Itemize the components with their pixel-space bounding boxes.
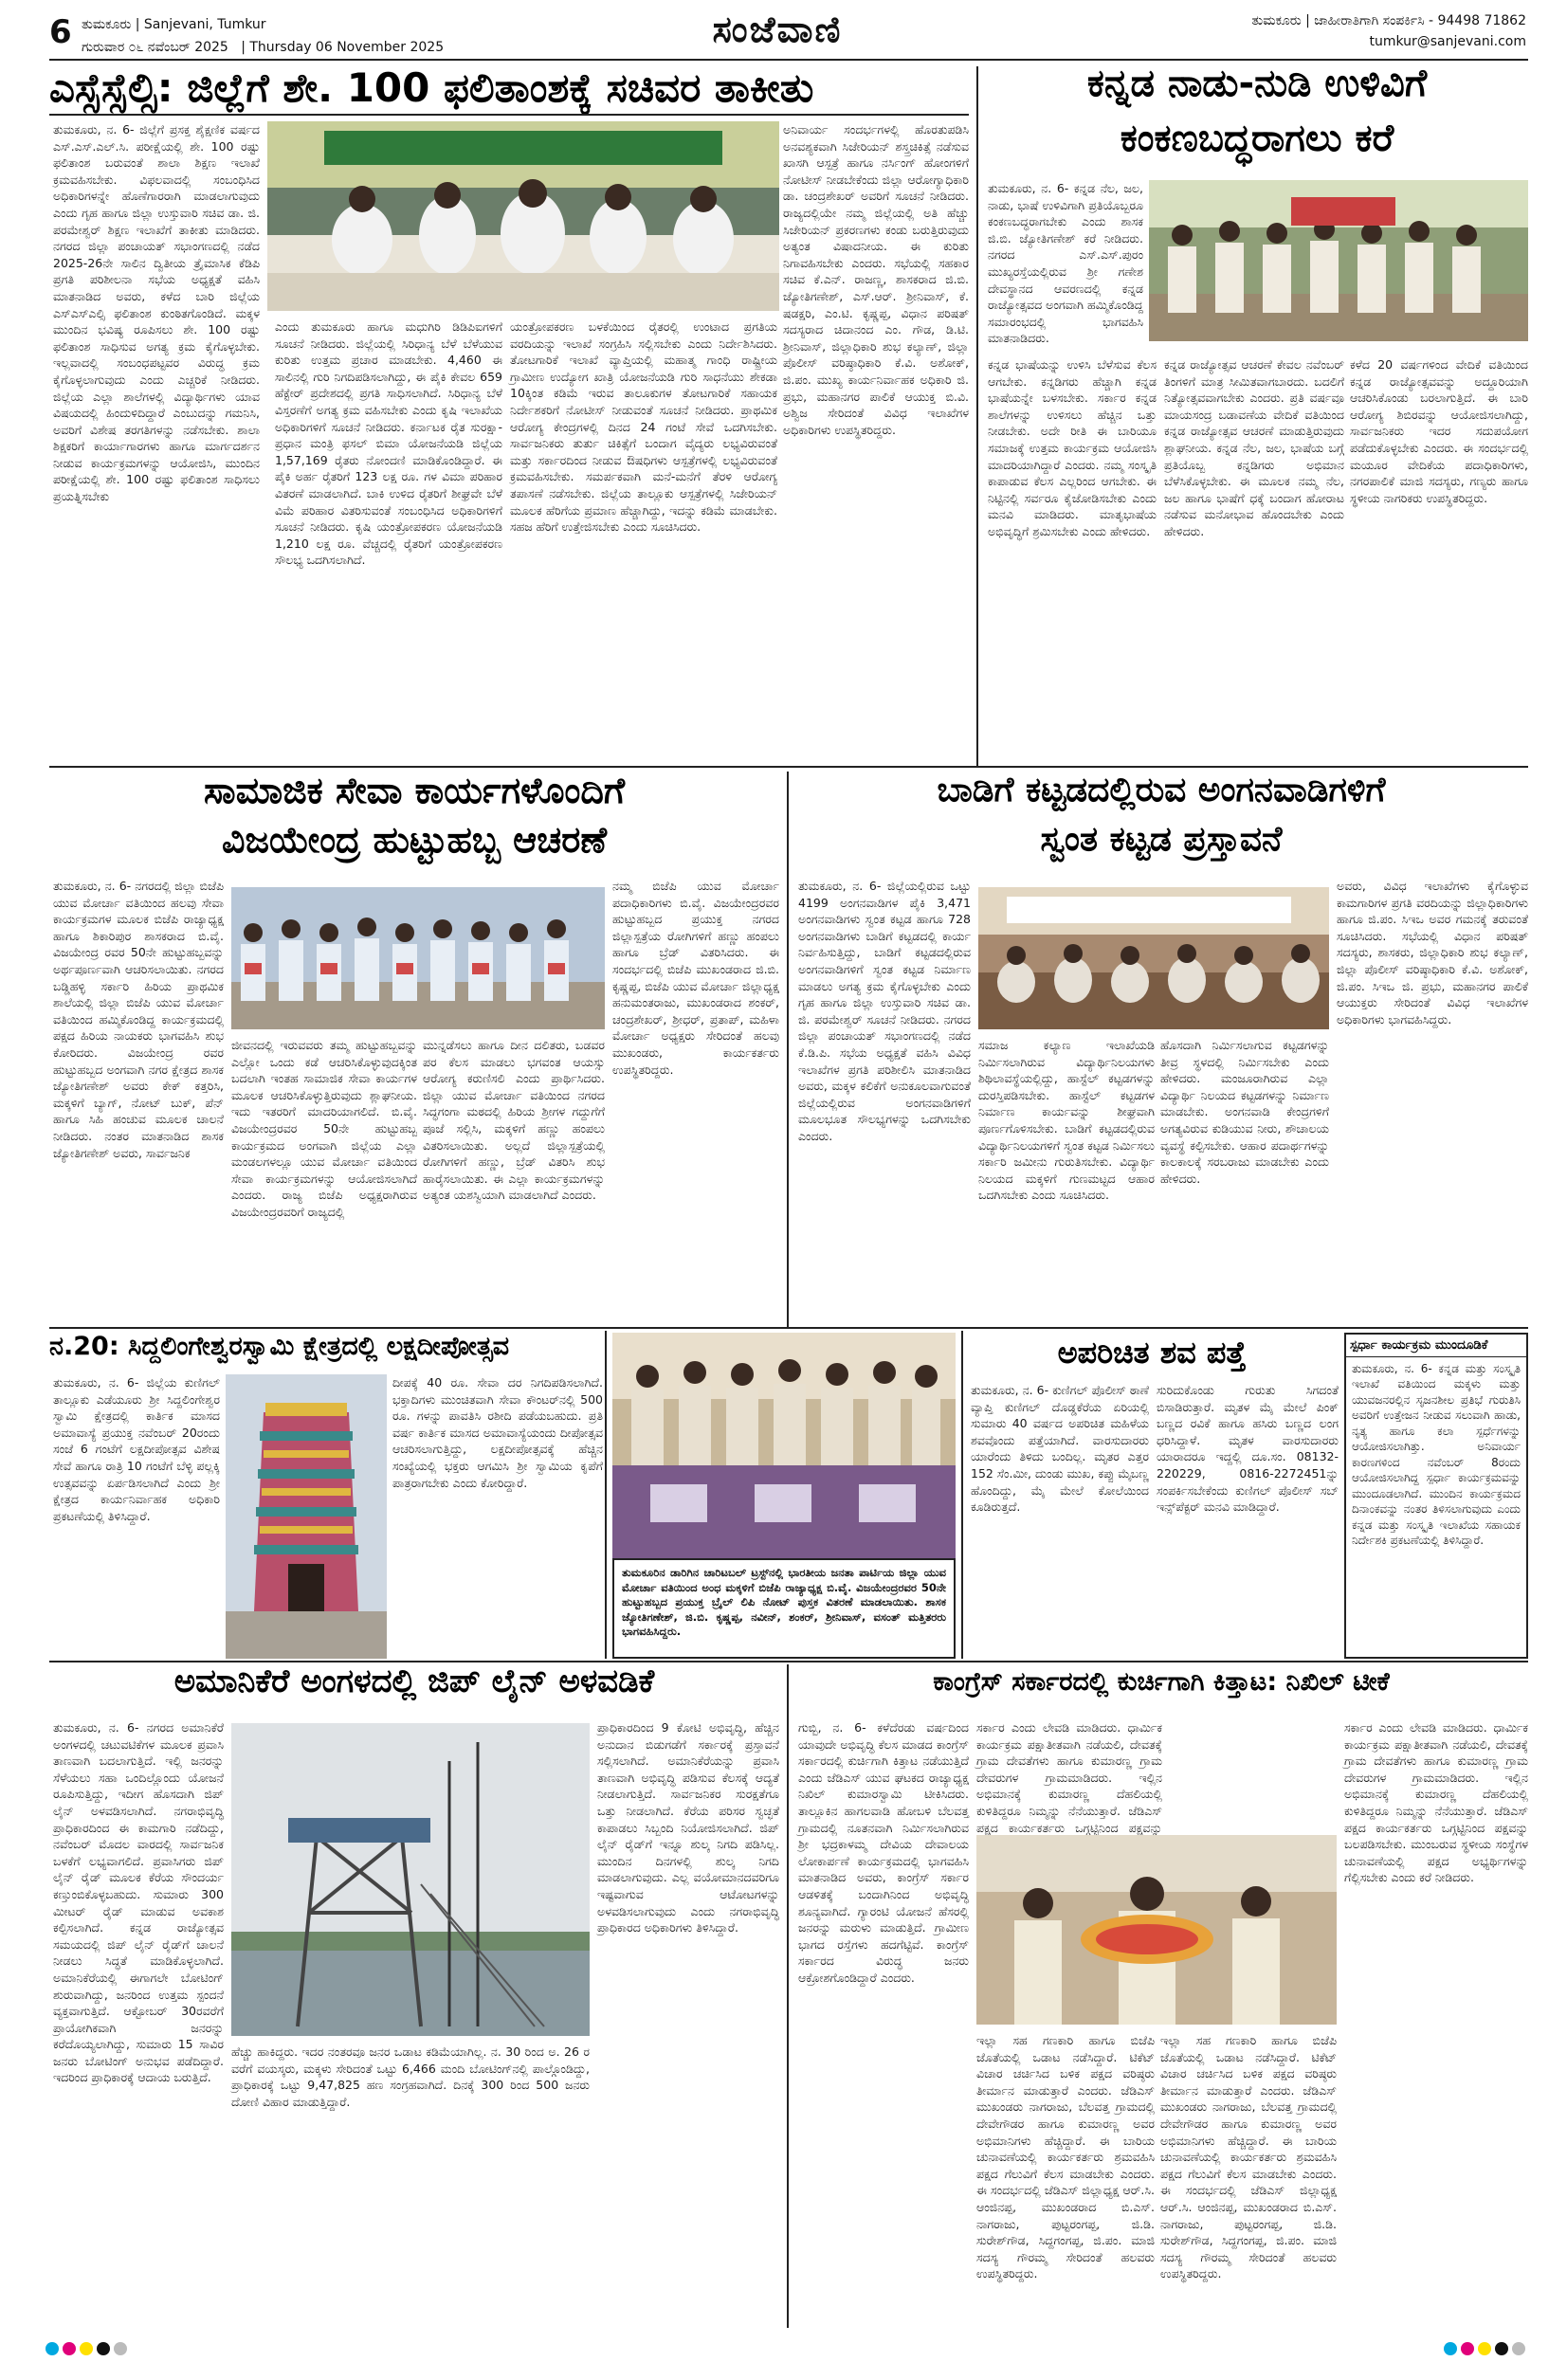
reg-dot-black <box>97 2342 110 2355</box>
competition-box <box>1344 1333 1528 1659</box>
header-date-line: ಗುರುವಾರ ೦೬ ನವೆಂಬರ್ 2025 | Thursday 06 November 2025 <box>82 40 445 55</box>
vijayendra-col-1: ತುಮಕೂರು, ನ. 6- ನಗರದಲ್ಲಿ ಜಿಲ್ಲಾ ಬಿಜೆಪಿ ಯುವ ಮೋರ್ಚಾ ವತಿಯಿಂದ ಹಲವು ಸೇವಾ ಕಾರ್ಯಕ್ರಮಗಳ ಮೂಲಕ ಬಿಜೆಪಿ ರಾಜ್ಯಾಧ್ಯಕ್ಷ ಹಾಗೂ ಶಿಕಾರಿಪುರ ಶಾಸಕರಾದ ಬಿ.ವೈ. ವಿಜಯೇಂದ್ರ ರವರ 50ನೇ ಹುಟ್ಟುಹಬ್ಬವನ್ನು ಅರ್ಥಪೂರ್ಣವಾಗಿ ಆಚರಿಸಲಾಯಿತು. ನಗರದ ಬಡ್ಡಿಹಳ್ಳಿ ಸರ್ಕಾರಿ ಹಿರಿಯ ಪ್ರಾಥಮಿಕ ಶಾಲೆಯಲ್ಲಿ ಜಿಲ್ಲಾ ಬಿಜೆಪಿ ಯುವ ಮೋರ್ಚಾ ವತಿಯಿಂದ ಹಮ್ಮಿಕೊಂಡಿದ್ದ ಕಾರ್ಯಕ್ರಮದಲ್ಲಿ ಪಕ್ಷದ ಹಿರಿಯ ನಾಯಕರು ಭಾಗವಹಿಸಿ ಶುಭ ಕೋರಿದರು. ವಿಜಯೇಂದ್ರ ರವರ ಹುಟ್ಟುಹಬ್ಬದ ಅಂಗವಾಗಿ ನಗರ ಕ್ಷೇತ್ರದ ಶಾಸಕ ಜ್ಯೋತಿಗಣೇಶ್ ಅವರು ಕೇಕ್ ಕತ್ತರಿಸಿ, ಮಕ್ಕಳಿಗೆ ಬ್ಯಾಗ್, ನೋಟ್ ಬುಕ್, ಪೆನ್ ಹಾಗೂ ಸಿಹಿ ಹಂಚುವ ಮೂಲಕ ಚಾಲನೆ ನೀಡಿದರು. ನಂತರ ಮಾತನಾಡಿದ ಶಾಸಕ ಜ್ಯೋತಿಗಣೇಶ್ ಅವರು, ಸಾರ್ವಜನಿಕ <box>53 879 224 1160</box>
nikhil-col-5: ಇಲ್ಲಾ ಸಹ ಗಣಕಾರಿ ಹಾಗೂ ಬಿಜೆಪಿ ಜೊತೆಯಲ್ಲಿ ಒಡಾಟ ನಡೆಸಿದ್ದಾರೆ. ಟಿಕೆಟ್ ವಿಚಾರ ಚರ್ಚಿಸಿದ ಬಳಿಕ ಪಕ್ಷದ ವರಿಷ್ಠರು ತೀರ್ಮಾನ ಮಾಡುತ್ತಾರೆ ಎಂದರು. ಜೆಡಿಎಸ್ ಮುಖಂಡರು ನಾಗರಾಜು, ಬೆಲವತ್ತ ಗ್ರಾಮದಲ್ಲಿ ದೇವೇಗೌಡರ ಹಾಗೂ ಕುಮಾರಣ್ಣ ಅವರ ಅಭಿಮಾನಿಗಳು ಹೆಚ್ಚಿದ್ದಾರೆ. ಈ ಬಾರಿಯ ಚುನಾವಣೆಯಲ್ಲಿ ಕಾರ್ಯಕರ್ತರು ಶ್ರಮವಹಿಸಿ ಪಕ್ಷದ ಗೆಲುವಿಗೆ ಕೆಲಸ ಮಾಡಬೇಕು ಎಂದರು. ಈ ಸಂದರ್ಭದಲ್ಲಿ ಜೆಡಿಎಸ್ ಜಿಲ್ಲಾಧ್ಯಕ್ಷ ಆರ್.ಸಿ. ಆಂಜಿನಪ್ಪ, ಮುಖಂಡರಾದ ಬಿ.ಎಸ್. ನಾಗರಾಜು, ಪುಟ್ಟರಂಗಪ್ಪ, ಜಿ.ಡಿ. ಸುರೇಶ್‌ಗೌಡ, ಸಿದ್ದಗಂಗಪ್ಪ, ಜಿ.ಪಂ. ಮಾಜಿ ಸದಸ್ಯ ಗೌರಮ್ಮ ಸೇರಿದಂತೆ ಹಲವರು ಉಪಸ್ಥಿತರಿದ್ದರು. <box>1160 2033 1337 2281</box>
competition-headline: ಸ್ಪರ್ಧಾ ಕಾರ್ಯಕ್ರಮ ಮುಂದೂಡಿಕೆ <box>1346 1335 1526 1357</box>
unknown-body-col-1: ತುಮಕೂರು, ನ. 6- ಕುಣಿಗಲ್ ಪೊಲೀಸ್ ಠಾಣೆ ವ್ಯಾಪ್ತಿ ಕುಣಿಗಲ್ ದೊಡ್ಡಕೆರೆಯ ಏರಿಯಲ್ಲಿ ಸುಮಾರು 40 ವರ್ಷದ ಅಪರಿಚಿತ ಮಹಿಳೆಯ ಶವವೊಂದು ಪತ್ತೆಯಾಗಿದೆ. ವಾರಸುದಾರರು ಯಾರೆಂದು ತಿಳಿದು ಬಂದಿಲ್ಲ. ಮೃತರ ಎತ್ತರ 152 ಸೆಂ.ಮೀ, ದುಂಡು ಮುಖ, ಕಪ್ಪು ಮೈಬಣ್ಣ ಹೊಂದಿದ್ದು, ಮೈ ಮೇಲೆ ಕೋಲೆಯಿಂದ ಕೂಡಿರುತ್ತದೆ. <box>971 1383 1149 1515</box>
vijayendra-children-photo <box>231 887 605 1029</box>
kannada-event-photo <box>1149 180 1528 341</box>
column-rule <box>787 1664 789 2328</box>
unknown-body-col-2: ಸುರಿದುಕೊಂಡು ಗುರುತು ಸಿಗದಂತೆ ಬಿಸಾಡಿರುತ್ತಾರೆ. ಮೃತಳ ಮೈ ಮೇಲೆ ಪಿಂಕ್ ಬಣ್ಣದ ರವಿಕೆ ಹಾಗೂ ಹಸಿರು ಬಣ್ಣದ ಲಂಗ ಧರಿಸಿದ್ದಾಳೆ. ಮೃತಳ ವಾರಸುದಾರರು ಯಾರಾದರೂ ಇದ್ದಲ್ಲಿ ದೂ.ಸಂ. 08132-220229, 0816-2272451ನ್ನು ಸಂಪರ್ಕಿಸಬೇಕೆಂದು ಕುಣಿಗಲ್ ಪೊಲೀಸ್ ಸಬ್ ಇನ್ಸ್‌ಪೆಕ್ಟರ್ ಮನವಿ ಮಾಡಿದ್ದಾರೆ. <box>1157 1383 1339 1515</box>
nikhil-col-3: ಇಲ್ಲಾ ಸಹ ಗಣಕಾರಿ ಹಾಗೂ ಬಿಜೆಪಿ ಜೊತೆಯಲ್ಲಿ ಒಡಾಟ ನಡೆಸಿದ್ದಾರೆ. ಟಿಕೆಟ್ ವಿಚಾರ ಚರ್ಚಿಸಿದ ಬಳಿಕ ಪಕ್ಷದ ವರಿಷ್ಠರು ತೀರ್ಮಾನ ಮಾಡುತ್ತಾರೆ ಎಂದರು. ಜೆಡಿಎಸ್ ಮುಖಂಡರು ನಾಗರಾಜು, ಬೆಲವತ್ತ ಗ್ರಾಮದಲ್ಲಿ ದೇವೇಗೌಡರ ಹಾಗೂ ಕುಮಾರಣ್ಣ ಅವರ ಅಭಿಮಾನಿಗಳು ಹೆಚ್ಚಿದ್ದಾರೆ. ಈ ಬಾರಿಯ ಚುನಾವಣೆಯಲ್ಲಿ ಕಾರ್ಯಕರ್ತರು ಶ್ರಮವಹಿಸಿ ಪಕ್ಷದ ಗೆಲುವಿಗೆ ಕೆಲಸ ಮಾಡಬೇಕು ಎಂದರು. ಈ ಸಂದರ್ಭದಲ್ಲಿ ಜೆಡಿಎಸ್ ಜಿಲ್ಲಾಧ್ಯಕ್ಷ ಆರ್.ಸಿ. ಆಂಜಿನಪ್ಪ, ಮುಖಂಡರಾದ ಬಿ.ಎಸ್. ನಾಗರಾಜು, ಪುಟ್ಟರಂಗಪ್ಪ, ಜಿ.ಡಿ. ಸುರೇಶ್‌ಗೌಡ, ಸಿದ್ದಗಂಗಪ್ಪ, ಜಿ.ಪಂ. ಮಾಜಿ ಸದಸ್ಯ ಗೌರಮ್ಮ ಸೇರಿದಂತೆ ಹಲವರು ಉಪಸ್ಥಿತರಿದ್ದರು. <box>976 2033 1155 2281</box>
anganwadi-col-1: ತುಮಕೂರು, ನ. 6- ಜಿಲ್ಲೆಯಲ್ಲಿರುವ ಒಟ್ಟು 4199 ಅಂಗನವಾಡಿಗಳ ಪೈಕಿ 3,471 ಅಂಗನವಾಡಿಗಳು ಸ್ವಂತ ಕಟ್ಟಡ ಹಾಗೂ 728 ಅಂಗನವಾಡಿಗಳು ಬಾಡಿಗೆ ಕಟ್ಟಡದಲ್ಲಿ ಕಾರ್ಯ ನಿರ್ವಹಿಸುತ್ತಿದ್ದು, ಬಾಡಿಗೆ ಕಟ್ಟಡದಲ್ಲಿರುವ ಅಂಗನವಾಡಿಗಳಿಗೆ ಸ್ವಂತ ಕಟ್ಟಡ ನಿರ್ಮಾಣ ಮಾಡಲು ಅಗತ್ಯ ಕ್ರಮ ಕೈಗೊಳ್ಳಬೇಕು ಎಂದು ಗೃಹ ಹಾಗೂ ಜಿಲ್ಲಾ ಉಸ್ತುವಾರಿ ಸಚಿವ ಡಾ. ಜಿ. ಪರಮೇಶ್ವರ್ ಸೂಚನೆ ನೀಡಿದರು. ನಗರದ ಜಿಲ್ಲಾ ಪಂಚಾಯತ್ ಸಭಾಂಗಣದಲ್ಲಿ ನಡೆದ ಕೆ.ಡಿ.ಪಿ. ಸಭೆಯ ಅಧ್ಯಕ್ಷತೆ ವಹಿಸಿ ವಿವಿಧ ಇಲಾಖೆಗಳ ಪ್ರಗತಿ ಪರಿಶೀಲಿಸಿ ಮಾತನಾಡಿದ ಅವರು, ಮಕ್ಕಳ ಕಲಿಕೆಗೆ ಅನುಕೂಲವಾಗುವಂತೆ ಜಿಲ್ಲೆಯಲ್ಲಿರುವ ಅಂಗನವಾಡಿಗಳಿಗೆ ಮೂಲಭೂತ ಸೌಲಭ್ಯಗಳನ್ನು ಒದಗಿಸಬೇಕು ಎಂದರು. <box>798 879 971 1143</box>
kannada-headline-1: ಕನ್ನಡ ನಾಡು-ನುಡಿ ಉಳಿವಿಗೆ <box>1086 62 1428 105</box>
masthead-logo: ಸಂಜೆವಾಣಿ <box>712 8 843 50</box>
braille-distribution-photo <box>612 1333 956 1558</box>
sslc-col-4: ಅನಿವಾರ್ಯ ಸಂದರ್ಭಗಳಲ್ಲಿ ಹೊರತುಪಡಿಸಿ ಅನವಶ್ಯಕವಾಗಿ ಸಿಜೇರಿಯನ್ ಶಸ್ತ್ರಚಿಕಿತ್ಸೆ ನಡೆಸುವ ಖಾಸಗಿ ಆಸ್ಪತ್ರೆ ಹಾಗೂ ನರ್ಸಿಂಗ್ ಹೋಂಗಳಿಗೆ ನೋಟೀಸ್ ನೀಡಬೇಕೆಂದು ಜಿಲ್ಲಾ ಆರೋಗ್ಯಾಧಿಕಾರಿ ಡಾ. ಚಂದ್ರಶೇಖರ್ ಅವರಿಗೆ ಸೂಚನೆ ನೀಡಿದರು. ರಾಜ್ಯದಲ್ಲಿಯೇ ನಮ್ಮ ಜಿಲ್ಲೆಯಲ್ಲಿ ಅತಿ ಹೆಚ್ಚು ಸಿಜೇರಿಯನ್ ಪ್ರಕರಣಗಳು ಕಂಡು ಬರುತ್ತಿರುವುದು ಅತ್ಯಂತ ವಿಷಾದನೀಯ. ಈ ಕುರಿತು ನಿಗಾವಹಿಸಬೇಕು ಎಂದರು. ಸಭೆಯಲ್ಲಿ ಸಹಕಾರ ಸಚಿವ ಕೆ.ಎನ್. ರಾಜಣ್ಣ, ಶಾಸಕರಾದ ಜಿ.ಬಿ. ಜ್ಯೋತಿಗಣೇಶ್, ಎಸ್.ಆರ್. ಶ್ರೀನಿವಾಸ್, ಕೆ. ಷಡಕ್ಷರಿ, ಎಂ.ಟಿ. ಕೃಷ್ಣಪ್ಪ, ವಿಧಾನ ಪರಿಷತ್ ಸದಸ್ಯರಾದ ಚಿದಾನಂದ ಎಂ. ಗೌಡ, ಡಿ.ಟಿ. ಶ್ರೀನಿವಾಸ್, ಜಿಲ್ಲಾಧಿಕಾರಿ ಶುಭ ಕಲ್ಯಾಣ್, ಜಿಲ್ಲಾ ಪೊಲೀಸ್ ವರಿಷ್ಠಾಧಿಕಾರಿ ಕೆ.ವಿ. ಅಶೋಕ್, ಜಿ.ಪಂ. ಮುಖ್ಯ ಕಾರ್ಯನಿರ್ವಾಹಕ ಅಧಿಕಾರಿ ಜಿ. ಪ್ರಭು, ಮಹಾನಗರ ಪಾಲಿಕೆ ಆಯುಕ್ತ ಬಿ.ವಿ. ಅಶ್ವಿಜ ಸೇರಿದಂತೆ ವಿವಿಧ ಇಲಾಖೆಗಳ ಅಧಿಕಾರಿಗಳು ಉಪಸ್ಥಿತರಿದ್ದರು. <box>783 122 969 437</box>
vijayendra-headline-1: ಸಾಮಾಜಿಕ ಸೇವಾ ಕಾರ್ಯಗಳೊಂದಿಗೆ <box>203 770 625 811</box>
nikhil-col-2: ಸರ್ಕಾರ ಎಂದು ಲೇವಡಿ ಮಾಡಿದರು. ಧಾರ್ಮಿಕ ಕಾರ್ಯಕ್ರಮ ಪಕ್ಷಾತೀತವಾಗಿ ನಡೆಯಲಿ, ದೇವತಕ್ಕೆ ಗ್ರಾಮ ದೇವತೆಗಳು ಹಾಗೂ ಕುಮಾರಣ್ಣ ಗ್ರಾಮ ದೇವರುಗಳ ಗ್ರಾಮಮಾಡಿದರು. ಇಲ್ಲಿನ ಅಭಿಮಾನಕ್ಕೆ ಕುಮಾರಣ್ಣ ದೆಹಲಿಯಲ್ಲಿ ಕುಳಿತಿದ್ದರೂ ನಿಮ್ಮನ್ನು ನೆನೆಯುತ್ತಾರೆ. ಜೆಡಿಎಸ್ ಪಕ್ಷದ ಕಾರ್ಯಕರ್ತರು ಒಗ್ಗಟ್ಟಿನಿಂದ ಪಕ್ಷವನ್ನು <box>976 1720 1162 1835</box>
anganwadi-headline-1: ಬಾಡಿಗೆ ಕಟ್ಟಡದಲ್ಲಿರುವ ಅಂಗನವಾಡಿಗಳಿಗೆ <box>937 771 1386 809</box>
print-registration-marks <box>46 2341 1529 2360</box>
kannada-col-3: ಕಳೆದ 20 ವರ್ಷಗಳಿಂದ ವೇದಿಕೆ ವತಿಯಿಂದ ಕನ್ನಡ ರಾಜ್ಯೋತ್ಸವವನ್ನು ಅದ್ದೂರಿಯಾಗಿ ಆಚರಿಸಿಕೊಂಡು ಬರಲಾಗುತ್ತಿದೆ. ಈ ಬಾರಿ ಆರೋಗ್ಯ ಶಿಬಿರವನ್ನು ಆಯೋಜಿಸಲಾಗಿದ್ದು, ಸಾರ್ವಜನಿಕರು ಇದರ ಸದುಪಯೋಗ ಪಡೆದುಕೊಳ್ಳಬೇಕು ಎಂದರು. ಈ ಸಂದರ್ಭದಲ್ಲಿ ಮಯೂರ ವೇದಿಕೆಯ ಪದಾಧಿಕಾರಿಗಳು, ನಗರಪಾಲಿಕೆ ಮಾಜಿ ಸದಸ್ಯರು, ಗಣ್ಯರು ಹಾಗೂ ಸ್ಥಳೀಯ ನಾಗರಿಕರು ಉಪಸ್ಥಿತರಿದ್ದರು. <box>1350 357 1528 505</box>
vijayendra-col-3: ಮುನ್ನಡೆಸಲು ಹಾಗೂ ದೀನ ದಲಿತರು, ಬಡವರ ಪರ ಕೆಲಸ ಮಾಡಲು ಭಗವಂತ ಆಯಸ್ಸು ಆರೋಗ್ಯ ಕರುಣಿಸಲಿ ಎಂದು ಪ್ರಾರ್ಥಿಸಿದರು. ಜಿಲ್ಲಾ ಯುವ ಮೋರ್ಚಾ ವತಿಯಿಂದ ನಗರದ ಸಿದ್ಧಗಂಗಾ ಮಠದಲ್ಲಿ ಹಿರಿಯ ಶ್ರೀಗಳ ಗದ್ದುಗೆಗೆ ಪೂಜೆ ಸಲ್ಲಿಸಿ, ಮಕ್ಕಳಿಗೆ ಹಣ್ಣು ಹಂಪಲು ವಿತರಿಸಲಾಯಿತು. ಅಲ್ಲದೆ ಜಿಲ್ಲಾಸ್ಪತ್ರೆಯಲ್ಲಿ ರೋಗಿಗಳಿಗೆ ಹಣ್ಣು, ಬ್ರೆಡ್ ವಿತರಿಸಿ ಶುಭ ಹಾರೈಸಲಾಯಿತು. ಈ ಎಲ್ಲಾ ಕಾರ್ಯಕ್ರಮಗಳನ್ನು ಅತ್ಯಂತ ಯಶಸ್ವಿಯಾಗಿ ಮಾಡಲಾಗಿದೆ ಎಂದರು. <box>423 1038 605 1203</box>
kannada-col-1: ಕನ್ನಡ ರಾಜ್ಯೋತ್ಸವ ಆಚರಣೆ ಕೇವಲ ನವೆಂಬರ್ ತಿಂಗಳಿಗೆ ಮಾತ್ರ ಸೀಮಿತವಾಗಬಾರದು. ಬದಲಿಗೆ ನಿತ್ಯೋತ್ಸವವಾಗಬೇಕು ಎಂದರು. ಪ್ರತಿ ವರ್ಷವೂ ಮಾಯಸಂದ್ರ ಬಡಾವಣೆಯ ವೇದಿಕೆ ವತಿಯಿಂದ ಕನ್ನಡ ರಾಜ್ಯೋತ್ಸವ ಆಚರಣೆ ಮಾಡುತ್ತಿರುವುದು ಶ್ಲಾಘನೀಯ. ಕನ್ನಡ ನೆಲ, ಜಲ, ಭಾಷೆಯ ಬಗ್ಗೆ ಪ್ರತಿಯೊಬ್ಬ ಕನ್ನಡಿಗರು ಅಭಿಮಾನ ಬೆಳೆಸಿಕೊಳ್ಳಬೇಕು. ಈ ಮೂಲಕ ನಮ್ಮ ನೆಲ, ಜಲ ಹಾಗೂ ಭಾಷೆಗೆ ಧಕ್ಕೆ ಬಂದಾಗ ಹೋರಾಟ ನಡೆಸುವ ಮನೋಭಾವ ಹೊಂದಬೇಕು ಎಂದು ಹೇಳಿದರು. <box>1164 357 1344 538</box>
header-left <box>49 13 580 57</box>
header-email[interactable]: tumkur@sanjevani.com <box>1369 34 1526 49</box>
anganwadi-col-3: ಹೊಸದಾಗಿ ನಿರ್ಮಿಸಲಾಗುವ ಕಟ್ಟಡಗಳನ್ನು ತೀವ್ರ ಸ್ಥಳದಲ್ಲಿ ನಿರ್ಮಿಸಬೇಕು ಎಂದು ಹೇಳಿದರು. ಮಂಜೂರಾಗಿರುವ ಎಲ್ಲಾ ವಿದ್ಯಾರ್ಥಿ ನಿಲಯದ ಕಟ್ಟಡಗಳನ್ನು ನಿರ್ಮಾಣ ಮಾಡಬೇಕು. ಅಂಗನವಾಡಿ ಕೇಂದ್ರಗಳಿಗೆ ಅಗತ್ಯವಿರುವ ಕುಡಿಯುವ ನೀರು, ಶೌಚಾಲಯ ವ್ಯವಸ್ಥೆ ಕಲ್ಪಿಸಬೇಕು. ಆಹಾರ ಪದಾರ್ಥಗಳನ್ನು ಕಾಲಕಾಲಕ್ಕೆ ಸರಬರಾಜು ಮಾಡಬೇಕು ಎಂದು ಹೇಳಿದರು. <box>1160 1038 1329 1186</box>
anganwadi-col-4: ಅವರು, ವಿವಿಧ ಇಲಾಖೆಗಳು ಕೈಗೊಳ್ಳುವ ಕಾಮಗಾರಿಗಳ ಪ್ರಗತಿ ವರದಿಯನ್ನು ಜಿಲ್ಲಾಧಿಕಾರಿಗಳು ಹಾಗೂ ಜಿ.ಪಂ. ಸಿಇಒ ಅವರ ಗಮನಕ್ಕೆ ತರುವಂತೆ ಸೂಚಿಸಿದರು. ಸಭೆಯಲ್ಲಿ ವಿಧಾನ ಪರಿಷತ್ ಸದಸ್ಯರು, ಶಾಸಕರು, ಜಿಲ್ಲಾಧಿಕಾರಿ ಶುಭ ಕಲ್ಯಾಣ್, ಜಿಲ್ಲಾ ಪೊಲೀಸ್ ವರಿಷ್ಠಾಧಿಕಾರಿ ಕೆ.ವಿ. ಅಶೋಕ್, ಜಿ.ಪಂ. ಸಿಇಒ ಜಿ. ಪ್ರಭು, ಮಹಾನಗರ ಪಾಲಿಕೆ ಆಯುಕ್ತರು ಸೇರಿದಂತೆ ವಿವಿಧ ಇಲಾಖೆಗಳ ಅಧಿಕಾರಿಗಳು ಭಾಗವಹಿಸಿದ್ದರು. <box>1337 879 1528 1026</box>
reg-dot-yellow <box>80 2342 93 2355</box>
header-edition-line: ತುಮಕೂರು | Sanjevani, Tumkur <box>82 17 266 32</box>
vijayendra-col-2: ಜೀವನದಲ್ಲಿ ಇರುವವರು ತಮ್ಮ ಹುಟ್ಟುಹಬ್ಬವನ್ನು ಎಲ್ಲೋ ಒಂದು ಕಡೆ ಆಚರಿಸಿಕೊಳ್ಳುವುದಕ್ಕಿಂತ ಬದಲಾಗಿ ಇಂತಹ ಸಾಮಾಜಿಕ ಸೇವಾ ಕಾರ್ಯಗಳ ಮೂಲಕ ಆಚರಿಸಿಕೊಳ್ಳುತ್ತಿರುವುದು ಶ್ಲಾಘನೀಯ. ಇದು ಇತರರಿಗೆ ಮಾದರಿಯಾಗಲಿದೆ. ಬಿ.ವೈ. ವಿಜಯೇಂದ್ರರವರ 50ನೇ ಹುಟ್ಟುಹಬ್ಬ ಕಾರ್ಯಕ್ರಮದ ಅಂಗವಾಗಿ ಜಿಲ್ಲೆಯ ಎಲ್ಲಾ ಮಂಡಲಗಳಲ್ಲೂ ಯುವ ಮೋರ್ಚಾ ವತಿಯಿಂದ ಸೇವಾ ಕಾರ್ಯಕ್ರಮಗಳನ್ನು ಆಯೋಜಿಸಲಾಗಿದೆ ಎಂದರು. ರಾಜ್ಯ ಬಿಜೆಪಿ ಅಧ್ಯಕ್ಷರಾಗಿರುವ ವಿಜಯೇಂದ್ರರವರಿಗೆ ರಾಜ್ಯದಲ್ಲಿ <box>231 1038 417 1219</box>
header-date-en: Thursday 06 November 2025 <box>249 40 445 55</box>
header-right <box>1147 13 1526 57</box>
column-rule <box>961 1331 963 1659</box>
zipline-col-3: ಪ್ರಾಧಿಕಾರದಿಂದ 9 ಕೋಟಿ ಅಭಿವೃದ್ಧಿ, ಹೆಚ್ಚಿನ ಅನುದಾನ ಬಿಡುಗಡೆಗೆ ಸರ್ಕಾರಕ್ಕೆ ಪ್ರಸ್ತಾವನೆ ಸಲ್ಲಿಸಲಾಗಿದೆ. ಅಮಾನಿಕೆರೆಯನ್ನು ಪ್ರವಾಸಿ ತಾಣವಾಗಿ ಅಭಿವೃದ್ಧಿ ಪಡಿಸುವ ಕೆಲಸಕ್ಕೆ ಆದ್ಯತೆ ನೀಡಲಾಗುತ್ತಿದೆ. ಸಾರ್ವಜನಿಕರ ಸುರಕ್ಷತೆಗೂ ಒತ್ತು ನೀಡಲಾಗಿದೆ. ಕೆರೆಯ ಪರಿಸರ ಸ್ವಚ್ಛತೆ ಕಾಪಾಡಲು ಸಿಬ್ಬಂದಿ ನಿಯೋಜಿಸಲಾಗಿದೆ. ಜಿಪ್ ಲೈನ್ ರೈಡ್‌ಗೆ ಇನ್ನೂ ಶುಲ್ಕ ನಿಗದಿ ಪಡಿಸಿಲ್ಲ. ಮುಂದಿನ ದಿನಗಳಲ್ಲಿ ಶುಲ್ಕ ನಿಗದಿ ಮಾಡಲಾಗುವುದು. ಎಲ್ಲ ವಯೋಮಾನದವರಿಗೂ ಇಷ್ಟವಾಗುವ ಆಟೋಟಗಳನ್ನು ಅಳವಡಿಸಲಾಗುವುದು ಎಂದು ನಗರಾಭಿವೃದ್ಧಿ ಪ್ರಾಧಿಕಾರದ ಅಧಿಕಾರಿಗಳು ತಿಳಿಸಿದ್ದಾರೆ. <box>597 1720 779 1935</box>
zipline-col-1: ತುಮಕೂರು, ನ. 6- ನಗರದ ಅಮಾನಿಕೆರೆ ಅಂಗಳದಲ್ಲಿ ಚಟುವಟಿಕೆಗಳ ಮೂಲಕ ಪ್ರವಾಸಿ ತಾಣವಾಗಿ ಬದಲಾಗುತ್ತಿದೆ. ಇಲ್ಲಿ ಜನರನ್ನು ಸೆಳೆಯಲು ಸಹಾ ಒಂದಿಲ್ಲೊಂದು ಯೋಜನೆ ರೂಪಿಸುತ್ತಿದ್ದು, ಇದೀಗ ಹೊಸದಾಗಿ ಜಿಪ್ ಲೈನ್ ಅಳವಡಿಸಲಾಗಿದೆ. ನಗರಾಭಿವೃದ್ಧಿ ಪ್ರಾಧಿಕಾರದಿಂದ ಈ ಕಾಮಗಾರಿ ನಡೆದಿದ್ದು, ನವೆಂಬರ್ ಮೊದಲ ವಾರದಲ್ಲಿ ಸಾರ್ವಜನಿಕ ಬಳಕೆಗೆ ಲಭ್ಯವಾಗಲಿದೆ. ಪ್ರವಾಸಿಗರು ಜಿಪ್ ಲೈನ್ ರೈಡ್ ಮೂಲಕ ಕೆರೆಯ ಸೌಂದರ್ಯ ಕಣ್ತುಂಬಿಕೊಳ್ಳಬಹುದು. ಸುಮಾರು 300 ಮೀಟರ್ ರೈಡ್ ಮಾಡುವ ಅವಕಾಶ ಕಲ್ಪಿಸಲಾಗಿದೆ. ಕನ್ನಡ ರಾಜ್ಯೋತ್ಸವ ಸಮಯದಲ್ಲಿ ಜಿಪ್ ಲೈನ್ ರೈಡ್‌ಗೆ ಚಾಲನೆ ನೀಡಲು ಸಿದ್ಧತೆ ಮಾಡಿಕೊಳ್ಳಲಾಗಿದೆ. ಅಮಾನಿಕೆರೆಯಲ್ಲಿ ಈಗಾಗಲೇ ಬೋಟಿಂಗ್ ಶುರುವಾಗಿದ್ದು, ಜನರಿಂದ ಉತ್ತಮ ಸ್ಪಂದನೆ ವ್ಯಕ್ತವಾಗುತ್ತಿದೆ. ಆಕ್ಟೋಬರ್ 30ರವರೆಗೆ ಪ್ರಾಯೋಗಿಕವಾಗಿ ಜನರನ್ನು ಕರೆದೊಯ್ಯಲಾಗಿದ್ದು, ಸುಮಾರು 15 ಸಾವಿರ ಜನರು ಬೋಟಿಂಗ್ ಅನುಭವ ಪಡೆದಿದ್ದಾರೆ. ಇದರಿಂದ ಪ್ರಾಧಿಕಾರಕ್ಕೆ ಆದಾಯ ಬರುತ್ತಿದೆ. <box>53 1720 224 2085</box>
temple-gopura-photo <box>226 1374 387 1659</box>
column-rule <box>605 1331 607 1659</box>
reg-dot-cyan <box>46 2342 59 2355</box>
nikhil-col-4: ಸರ್ಕಾರ ಎಂದು ಲೇವಡಿ ಮಾಡಿದರು. ಧಾರ್ಮಿಕ ಕಾರ್ಯಕ್ರಮ ಪಕ್ಷಾತೀತವಾಗಿ ನಡೆಯಲಿ, ದೇವತಕ್ಕೆ ಗ್ರಾಮ ದೇವತೆಗಳು ಹಾಗೂ ಕುಮಾರಣ್ಣ ಗ್ರಾಮ ದೇವರುಗಳ ಗ್ರಾಮಮಾಡಿದರು. ಇಲ್ಲಿನ ಅಭಿಮಾನಕ್ಕೆ ಕುಮಾರಣ್ಣ ದೆಹಲಿಯಲ್ಲಿ ಕುಳಿತಿದ್ದರೂ ನಿಮ್ಮನ್ನು ನೆನೆಯುತ್ತಾರೆ. ಜೆಡಿಎಸ್ ಪಕ್ಷದ ಕಾರ್ಯಕರ್ತರು ಒಗ್ಗಟ್ಟಿನಿಂದ ಪಕ್ಷವನ್ನು ಬಲಪಡಿಸಬೇಕು. ಮುಂಬರುವ ಸ್ಥಳೀಯ ಸಂಸ್ಥೆಗಳ ಚುನಾವಣೆಯಲ್ಲಿ ಪಕ್ಷದ ಅಭ್ಯರ್ಥಿಗಳನ್ನು ಗೆಲ್ಲಿಸಬೇಕು ಎಂದು ಕರೆ ನೀಡಿದರು. <box>1344 1720 1528 1885</box>
siddalinga-headline: ನ.20: ಸಿದ್ದಲಿಂಗೇಶ್ವರಸ್ವಾಮಿ ಕ್ಷೇತ್ರದಲ್ಲಿ ಲಕ್ಷದೀಪೋತ್ಸವ <box>49 1332 510 1361</box>
header-date-kn: ಗುರುವಾರ ೦೬ ನವೆಂಬರ್ 2025 <box>82 40 228 55</box>
nikhil-col-1: ಗುಬ್ಬಿ, ನ. 6- ಕಳೆದೆರಡು ವರ್ಷದಿಂದ ಯಾವುದೇ ಅಭಿವೃದ್ಧಿ ಕೆಲಸ ಮಾಡದ ಕಾಂಗ್ರೆಸ್ ಸರ್ಕಾರದಲ್ಲಿ ಕುರ್ಚಿಗಾಗಿ ಕಿತ್ತಾಟ ನಡೆಯುತ್ತಿದೆ ಎಂದು ಜೆಡಿಎಸ್ ಯುವ ಘಟಕದ ರಾಜ್ಯಾಧ್ಯಕ್ಷ ನಿಖಿಲ್ ಕುಮಾರಸ್ವಾಮಿ ಟೀಕಿಸಿದರು. ತಾಲ್ಲೂಕಿನ ಹಾಗಲವಾಡಿ ಹೋಬಳಿ ಬೆಲವತ್ತ ಗ್ರಾಮದಲ್ಲಿ ನೂತನವಾಗಿ ನಿರ್ಮಿಸಲಾಗಿರುವ ಶ್ರೀ ಭದ್ರಕಾಳಮ್ಮ ದೇವಿಯ ದೇವಾಲಯ ಲೋಕಾರ್ಪಣೆ ಕಾರ್ಯಕ್ರಮದಲ್ಲಿ ಭಾಗವಹಿಸಿ ಮಾತನಾಡಿದ ಅವರು, ಕಾಂಗ್ರೆಸ್ ಸರ್ಕಾರ ಆಡಳಿತಕ್ಕೆ ಬಂದಾಗಿನಿಂದ ಅಭಿವೃದ್ಧಿ ಶೂನ್ಯವಾಗಿದೆ. ಗ್ಯಾರಂಟಿ ಯೋಜನೆ ಹೆಸರಲ್ಲಿ ಜನರನ್ನು ಮರುಳು ಮಾಡುತ್ತಿದೆ. ಗ್ರಾಮೀಣ ಭಾಗದ ರಸ್ತೆಗಳು ಹದಗೆಟ್ಟಿವೆ. ಕಾಂಗ್ರೆಸ್ ಸರ್ಕಾರದ ವಿರುದ್ಧ ಜನರು ಆಕ್ರೋಶಗೊಂಡಿದ್ದಾರೆ ಎಂದರು. <box>798 1720 969 1985</box>
sslc-col-2: ಎಂದು ತುಮಕೂರು ಹಾಗೂ ಮಧುಗಿರಿ ಡಿಡಿಪಿಐಗಳಿಗೆ ಸೂಚನೆ ನೀಡಿದರು. ಜಿಲ್ಲೆಯಲ್ಲಿ ಸಿರಿಧಾನ್ಯ ಬೆಳೆ ಬೆಳೆಯುವ ಕುರಿತು ಉತ್ತಮ ಪ್ರಚಾರ ಮಾಡಬೇಕು. 4,460 ಈ ಸಾಲಿನಲ್ಲಿ ಗುರಿ ನಿಗದಿಪಡಿಸಲಾಗಿದ್ದು, ಈ ಪೈಕಿ ಕೇವಲ 659 ಹೆಕ್ಟೇರ್ ಪ್ರದೇಶದಲ್ಲಿ ಪ್ರಗತಿ ಸಾಧಿಸಲಾಗಿದೆ. ಸಿರಿಧಾನ್ಯ ಬೆಳೆ ವಿಸ್ತರಣೆಗೆ ಅಗತ್ಯ ಕ್ರಮ ವಹಿಸಬೇಕು ಎಂದು ಕೃಷಿ ಇಲಾಖೆಯ ಅಧಿಕಾರಿಗಳಿಗೆ ಸೂಚನೆ ನೀಡಿದರು. ಕರ್ನಾಟಕ ರೈತ ಸುರಕ್ಷಾ-ಪ್ರಧಾನ ಮಂತ್ರಿ ಫಸಲ್ ಬಿಮಾ ಯೋಜನೆಯಡಿ ಜಿಲ್ಲೆಯ 1,57,169 ರೈತರು ನೋಂದಣಿ ಮಾಡಿಕೊಂಡಿದ್ದಾರೆ. ಈ ಪೈಕಿ ಅರ್ಹ ರೈತರಿಗೆ 123 ಲಕ್ಷ ರೂ. ಗಳ ವಿಮಾ ಪರಿಹಾರ ವಿತರಣೆ ಮಾಡಲಾಗಿದೆ. ಬಾಕಿ ಉಳಿದ ರೈತರಿಗೆ ಶೀಘ್ರವೇ ಬೆಳೆ ವಿಮೆ ಪರಿಹಾರ ವಿತರಿಸುವಂತೆ ಸಂಬಂಧಿಸಿದ ಅಧಿಕಾರಿಗಳಿಗೆ ಸೂಚನೆ ನೀಡಿದರು. ಕೃಷಿ ಯಂತ್ರೋಪಕರಣ ಯೋಜನೆಯಡಿ 1,210 ಲಕ್ಷ ರೂ. ವೆಚ್ಚದಲ್ಲಿ ರೈತರಿಗೆ ಯಂತ್ರೋಪಕರಣ ಸೌಲಭ್ಯ ಒದಗಿಸಲಾಗಿದೆ. <box>275 319 502 568</box>
kannada-col-2: ಕನ್ನಡ ಭಾಷೆಯನ್ನು ಉಳಿಸಿ ಬೆಳೆಸುವ ಕೆಲಸ ಆಗಬೇಕು. ಕನ್ನಡಿಗರು ಹೆಚ್ಚಾಗಿ ಕನ್ನಡ ಭಾಷೆಯನ್ನೇ ಬಳಸಬೇಕು. ಸರ್ಕಾರ ಕನ್ನಡ ಶಾಲೆಗಳನ್ನು ಉಳಿಸಲು ಹೆಚ್ಚಿನ ಒತ್ತು ನೀಡಬೇಕು. ಅದೇ ರೀತಿ ಈ ಬಾರಿಯೂ ಸಮಾಜಕ್ಕೆ ಉತ್ತಮ ಕಾರ್ಯಕ್ರಮ ಆಯೋಜಿಸಿ ಮಾದರಿಯಾಗಿದ್ದಾರೆ ಎಂದರು. ನಮ್ಮ ಸಂಸ್ಕೃತಿ ಕಾಪಾಡುವ ಕೆಲಸ ಎಲ್ಲರಿಂದ ಆಗಬೇಕು. ಈ ನಿಟ್ಟಿನಲ್ಲಿ ಸರ್ವರೂ ಕೈಜೋಡಿಸಬೇಕು ಎಂದು ಮನವಿ ಮಾಡಿದರು. ಮಾತೃಭಾಷೆಯ ಅಭಿವೃದ್ಧಿಗೆ ಶ್ರಮಿಸಬೇಕು ಎಂದು ಹೇಳಿದರು. <box>988 357 1157 538</box>
zipline-headline: ಅಮಾನಿಕೆರೆ ಅಂಗಳದಲ್ಲಿ ಜಿಪ್ ಲೈನ್ ಅಳವಡಿಕೆ <box>173 1662 655 1700</box>
kannada-headline-2: ಕಂಕಣಬದ್ಧರಾಗಲು ಕರೆ <box>1120 117 1394 160</box>
section-rule <box>49 1327 1528 1329</box>
reg-dot-magenta <box>63 2342 76 2355</box>
sslc-headline: ಎಸ್ಸೆಸ್ಸೆಲ್ಸಿ: ಜಿಲ್ಲೆಗೆ ಶೇ. 100 ಫಲಿತಾಂಶಕ್ಕೆ ಸಚಿವರ ತಾಕೀತು <box>49 64 814 111</box>
anganwadi-col-2: ಸಮಾಜ ಕಲ್ಯಾಣ ಇಲಾಖೆಯಡಿ ನಿರ್ಮಿಸಲಾಗಿರುವ ವಿದ್ಯಾರ್ಥಿನಿಲಯಗಳು ಶಿಥಿಲಾವಸ್ಥೆಯಲ್ಲಿದ್ದು, ಹಾಸ್ಟೆಲ್ ಕಟ್ಟಡಗಳನ್ನು ದುರಸ್ತಿಪಡಿಸಬೇಕು. ಹಾಸ್ಟೆಲ್ ಕಟ್ಟಡಗಳ ನಿರ್ಮಾಣ ಕಾರ್ಯವನ್ನು ಶೀಘ್ರವಾಗಿ ಪೂರ್ಣಗೊಳಿಸಬೇಕು. ಬಾಡಿಗೆ ಕಟ್ಟಡದಲ್ಲಿರುವ ವಿದ್ಯಾರ್ಥಿನಿಲಯಗಳಿಗೆ ಸ್ವಂತ ಕಟ್ಟಡ ನಿರ್ಮಿಸಲು ಸರ್ಕಾರಿ ಜಮೀನು ಗುರುತಿಸಬೇಕು. ವಿದ್ಯಾರ್ಥಿ ನಿಲಯದ ಮಕ್ಕಳಿಗೆ ಗುಣಮಟ್ಟದ ಆಹಾರ ಒದಗಿಸಬೇಕು ಎಂದು ಸೂಚಿಸಿದರು. <box>978 1038 1155 1203</box>
section-rule <box>49 766 1528 768</box>
unknown-body-headline: ಅಪರಿಚಿತ ಶವ ಪತ್ತೆ <box>1057 1335 1247 1371</box>
reg-marks-right <box>1444 2341 1529 2359</box>
zipline-tower-photo <box>231 1723 590 2036</box>
sslc-col-1: ತುಮಕೂರು, ನ. 6- ಜಿಲ್ಲೆಗೆ ಪ್ರಸಕ್ತ ಶೈಕ್ಷಣಿಕ ವರ್ಷದ ಎಸ್.ಎಸ್.ಎಲ್.ಸಿ. ಪರೀಕ್ಷೆಯಲ್ಲಿ ಶೇ. 100 ರಷ್ಟು ಫಲಿತಾಂಶ ಬರುವಂತೆ ಶಾಲಾ ಶಿಕ್ಷಣ ಇಲಾಖೆ ಕ್ರಮವಹಿಸಬೇಕು. ವಿಫಲವಾದಲ್ಲಿ ಸಂಬಂಧಿಸಿದ ಅಧಿಕಾರಿಗಳನ್ನೇ ಹೊಣೆಗಾರರಾಗಿ ಮಾಡಲಾಗುವುದು ಎಂದು ಗೃಹ ಹಾಗೂ ಜಿಲ್ಲಾ ಉಸ್ತುವಾರಿ ಸಚಿವ ಡಾ. ಜಿ. ಪರಮೇಶ್ವರ್ ಶಿಕ್ಷಣ ಇಲಾಖೆಗೆ ತಾಕೀತು ಮಾಡಿದರು. ನಗರದ ಜಿಲ್ಲಾ ಪಂಚಾಯತ್ ಸಭಾಂಗಣದಲ್ಲಿ ನಡೆದ 2025-26ನೇ ಸಾಲಿನ ದ್ವಿತೀಯ ತ್ರೈಮಾಸಿಕ ಕೆಡಿಪಿ ಪ್ರಗತಿ ಪರಿಶೀಲನಾ ಸಭೆಯ ಅಧ್ಯಕ್ಷತೆ ವಹಿಸಿ ಮಾತನಾಡಿದ ಅವರು, ಕಳೆದ ಬಾರಿ ಜಿಲ್ಲೆಯ ಎಸ್ಎಸ್ಎಲ್ಸಿ ಫಲಿತಾಂಶ ಕುಂಠಿತಗೊಂಡಿದೆ. ಮಕ್ಕಳ ಮುಂದಿನ ಭವಿಷ್ಯ ರೂಪಿಸಲು ಶೇ. 100 ರಷ್ಟು ಫಲಿತಾಂಶ ಸಾಧಿಸುವ ಅಗತ್ಯ ಕ್ರಮ ಕೈಗೊಳ್ಳಬೇಕು. ಇಲ್ಲವಾದಲ್ಲಿ ಸಂಬಂಧಪಟ್ಟವರ ವಿರುದ್ಧ ಕ್ರಮ ಕೈಗೊಳ್ಳಲಾಗುವುದು ಎಂದು ಎಚ್ಚರಿಕೆ ನೀಡಿದರು. ಜಿಲ್ಲೆಯ ಎಲ್ಲಾ ಶಾಲೆಗಳಲ್ಲಿ ವಿದ್ಯಾರ್ಥಿಗಳು ಯಾವ ವಿಷಯದಲ್ಲಿ ಹಿಂದುಳಿದಿದ್ದಾರೆ ಎಂಬುದನ್ನು ಗಮನಿಸಿ, ಅವರಿಗೆ ವಿಶೇಷ ತರಗತಿಗಳನ್ನು ನಡೆಸಬೇಕು. ಶಾಲಾ ಶಿಕ್ಷಕರಿಗೆ ಕಾರ್ಯಾಗಾರಗಳು ಹಾಗೂ ಮಾರ್ಗದರ್ಶನ ನೀಡುವ ಕಾರ್ಯಕ್ರಮಗಳನ್ನು ಆಯೋಜಿಸಿ, ಮುಂದಿನ ಪರೀಕ್ಷೆಯಲ್ಲಿ ಶೇ. 100 ರಷ್ಟು ಫಲಿತಾಂಶ ಸಾಧಿಸಲು ಪ್ರಯತ್ನಿಸಬೇಕು <box>53 122 260 504</box>
divider <box>49 114 969 116</box>
column-rule <box>976 66 978 766</box>
reg-dot-grey <box>114 2342 127 2355</box>
header-edition: Sanjevani, Tumkur <box>143 17 266 32</box>
header-city: ತುಮಕೂರು <box>82 17 132 32</box>
column-rule <box>787 772 789 1327</box>
sslc-col-3: ಯಂತ್ರೋಪಕರಣ ಬಳಕೆಯಿಂದ ರೈತರಲ್ಲಿ ಉಂಟಾದ ಪ್ರಗತಿಯ ವರದಿಯನ್ನು ಇಲಾಖೆ ಸಂಗ್ರಹಿಸಿ ಸಲ್ಲಿಸಬೇಕು ಎಂದು ನಿರ್ದೇಶಿಸಿದರು. ತೋಟಗಾರಿಕೆ ಇಲಾಖೆ ವ್ಯಾಪ್ತಿಯಲ್ಲಿ ಮಹಾತ್ಮ ಗಾಂಧಿ ರಾಷ್ಟ್ರೀಯ ಗ್ರಾಮೀಣ ಉದ್ಯೋಗ ಖಾತ್ರಿ ಯೋಜನೆಯಡಿ ಗುರಿ ಸಾಧನೆಯು ಶೇಕಡಾ 10ಕ್ಕಿಂತ ಕಡಿಮೆ ಇರುವ ತಾಲೂಕುಗಳ ತೋಟಗಾರಿಕೆ ಸಹಾಯಕ ನಿರ್ದೇಶಕರಿಗೆ ನೋಟೀಸ್ ನೀಡುವಂತೆ ಸೂಚನೆ ನೀಡಿದರು. ಪ್ರಾಥಮಿಕ ಆರೋಗ್ಯ ಕೇಂದ್ರಗಳಲ್ಲಿ ದಿನದ 24 ಗಂಟೆ ಸೇವೆ ಒದಗಿಸಬೇಕು. ಸಾರ್ವಜನಿಕರು ತುರ್ತು ಚಿಕಿತ್ಸೆಗೆ ಬಂದಾಗ ವೈದ್ಯರು ಲಭ್ಯವಿರುವಂತೆ ಮತ್ತು ಸರ್ಕಾರದಿಂದ ನೀಡುವ ಔಷಧಿಗಳು ಆಸ್ಪತ್ರೆಗಳಲ್ಲಿ ಲಭ್ಯವಿರುವಂತೆ ಕ್ರಮವಹಿಸಬೇಕು. ಸಮರ್ಪಕವಾಗಿ ಮನೆ-ಮನೆಗೆ ತೆರಳಿ ಆರೋಗ್ಯ ತಪಾಸಣೆ ನಡೆಸಬೇಕು. ಜಿಲ್ಲೆಯ ತಾಲ್ಲೂಕು ಆಸ್ಪತ್ರೆಗಳಲ್ಲಿ ಸಿಜೇರಿಯನ್ ಮೂಲಕ ಹೆರಿಗೆಯ ಪ್ರಮಾಣ ಹೆಚ್ಚಾಗಿದ್ದು, ಇದನ್ನು ಕಡಿಮೆ ಮಾಡಬೇಕು. ಸಹಜ ಹೆರಿಗೆ ಉತ್ತೇಜಿಸಬೇಕು ಎಂದು ಸೂಚಿಸಿದರು. <box>510 319 777 535</box>
braille-photo-caption: ತುಮಕೂರಿನ ಡಾರಿಗಿನ ಚಾರಿಟಬಲ್ ಟ್ರಸ್ಟ್‌ನಲ್ಲಿ ಭಾರತೀಯ ಜನತಾ ಪಾರ್ಟಿಯ ಜಿಲ್ಲಾ ಯುವ ಮೋರ್ಚಾ ವತಿಯಿಂದ ಅಂಧ ಮಕ್ಕಳಿಗೆ ಬಿಜೆಪಿ ರಾಜ್ಯಾಧ್ಯಕ್ಷ ಬಿ.ವೈ. ವಿಜಯೇಂದ್ರರವರ 50ನೇ ಹುಟ್ಟುಹಬ್ಬದ ಪ್ರಯುಕ್ತ ಬ್ರೈಲ್ ಲಿಪಿ ನೋಟ್ ಪುಸ್ತಕ ವಿತರಣೆ ಮಾಡಲಾಯಿತು. ಶಾಸಕ ಜ್ಯೋತಿಗಣೇಶ್, ಜಿ.ಬಿ. ಕೃಷ್ಣಪ್ಪ, ನವೀನ್, ಶಂಕರ್, ಶ್ರೀನಿವಾಸ್, ವಸಂತ್ ಮತ್ತಿತರರು ಭಾಗವಹಿಸಿದ್ದರು. <box>612 1558 956 1659</box>
anganwadi-meeting-photo <box>978 887 1329 1029</box>
nikhil-garland-photo <box>976 1835 1337 2025</box>
siddalinga-col-1: ತುಮಕೂರು, ನ. 6- ಜಿಲ್ಲೆಯ ಕುಣಿಗಲ್ ತಾಲ್ಲೂಕು ಎಡೆಯೂರು ಶ್ರೀ ಸಿದ್ದಲಿಂಗೇಶ್ವರ ಸ್ವಾಮಿ ಕ್ಷೇತ್ರದಲ್ಲಿ ಕಾರ್ತಿಕ ಮಾಸದ ಅಮಾವಾಸ್ಯೆ ಪ್ರಯುಕ್ತ ನವೆಂಬರ್ 20ರಂದು ಸಂಜೆ 6 ಗಂಟೆಗೆ ಲಕ್ಷದೀಪೋತ್ಸವ ವಿಶೇಷ ಸೇವೆ ಹಾಗೂ ರಾತ್ರಿ 10 ಗಂಟೆಗೆ ಬೆಳ್ಳಿ ಪಲ್ಲಕ್ಕಿ ಉತ್ಸವವನ್ನು ಏರ್ಪಡಿಸಲಾಗಿದೆ ಎಂದು ಶ್ರೀ ಕ್ಷೇತ್ರದ ಕಾರ್ಯನಿರ್ವಾಹಕ ಅಧಿಕಾರಿ ಪ್ರಕಟಣೆಯಲ್ಲಿ ತಿಳಿಸಿದ್ದಾರೆ. <box>53 1375 220 1523</box>
vijayendra-headline-2: ವಿಜಯೇಂದ್ರ ಹುಟ್ಟುಹಬ್ಬ ಆಚರಣೆ <box>222 819 607 861</box>
header-contact: ತುಮಕೂರು | ಜಾಹೀರಾತಿಗಾಗಿ ಸಂಪರ್ಕಿಸಿ - 94498 71862 <box>1251 13 1526 28</box>
page-number: 6 <box>49 13 72 51</box>
competition-body: ತುಮಕೂರು, ನ. 6- ಕನ್ನಡ ಮತ್ತು ಸಂಸ್ಕೃತಿ ಇಲಾಖೆ ವತಿಯಿಂದ ಮಕ್ಕಳು ಮತ್ತು ಯುವಜನರಲ್ಲಿನ ಸೃಜನಶೀಲ ಪ್ರತಿಭೆ ಗುರುತಿಸಿ ಅವರಿಗೆ ಉತ್ತೇಜನ ನೀಡುವ ಸಲುವಾಗಿ ಹಾಡು, ನೃತ್ಯ ಹಾಗೂ ಕಲಾ ಸ್ಪರ್ಧೆಗಳನ್ನು ಆಯೋಜಿಸಲಾಗಿತ್ತು. ಅನಿವಾರ್ಯ ಕಾರಣಗಳಿಂದ ನವೆಂಬರ್ 8ರಂದು ಆಯೋಜಿಸಲಾಗಿದ್ದ ಸ್ಪರ್ಧಾ ಕಾರ್ಯಕ್ರಮವನ್ನು ಮುಂದೂಡಲಾಗಿದೆ. ಮುಂದಿನ ಕಾರ್ಯಕ್ರಮದ ದಿನಾಂಕವನ್ನು ನಂತರ ತಿಳಿಸಲಾಗುವುದು ಎಂದು ಕನ್ನಡ ಮತ್ತು ಸಂಸ್ಕೃತಿ ಇಲಾಖೆಯ ಸಹಾಯಕ ನಿರ್ದೇಶಕಿ ಪ್ರಕಟಣೆಯಲ್ಲಿ ತಿಳಿಸಿದ್ದಾರೆ. <box>1352 1361 1521 1548</box>
siddalinga-col-2: ದೀಪಕ್ಕೆ 40 ರೂ. ಸೇವಾ ದರ ನಿಗದಿಪಡಿಸಲಾಗಿದೆ. ಭಕ್ತಾದಿಗಳು ಮುಂಚಿತವಾಗಿ ಸೇವಾ ಕೌಂಟರ್‌ನಲ್ಲಿ 500 ರೂ. ಗಳನ್ನು ಪಾವತಿಸಿ ರಶೀದಿ ಪಡೆಯಬಹುದು. ಪ್ರತಿ ವರ್ಷ ಕಾರ್ತಿಕ ಮಾಸದ ಅಮಾವಾಸ್ಯೆಯಂದು ದೀಪೋತ್ಸವ ಆಚರಿಸಲಾಗುತ್ತಿದ್ದು, ಲಕ್ಷದೀಪೋತ್ಸವಕ್ಕೆ ಹೆಚ್ಚಿನ ಸಂಖ್ಯೆಯಲ್ಲಿ ಭಕ್ತರು ಆಗಮಿಸಿ ಶ್ರೀ ಸ್ವಾಮಿಯ ಕೃಪೆಗೆ ಪಾತ್ರರಾಗಬೇಕು ಎಂದು ಕೋರಿದ್ದಾರೆ. <box>392 1375 603 1490</box>
zipline-col-2: ಹೆಚ್ಚು ಹಾಕಿದ್ದರು. ಇದರ ನಂತರವೂ ಜನರ ಒಡಾಟ ಕಡಿಮೆಯಾಗಿಲ್ಲ. ನ. 30 ರಿಂದ ಅ. 26 ರ ವರೆಗೆ ವಯಸ್ಕರು, ಮಕ್ಕಳು ಸೇರಿದಂತೆ ಒಟ್ಟು 6,466 ಮಂದಿ ಬೋಟಿಂಗ್‌ನಲ್ಲಿ ಪಾಲ್ಗೊಂಡಿದ್ದು, ಪ್ರಾಧಿಕಾರಕ್ಕೆ ಒಟ್ಟು 9,47,825 ಹಣ ಸಂಗ್ರಹವಾಗಿದೆ. ದಿನಕ್ಕೆ 300 ರಿಂದ 500 ಜನರು ದೋಣಿ ವಿಹಾರ ಮಾಡುತ್ತಿದ್ದಾರೆ. <box>231 2044 590 2109</box>
vijayendra-col-4: ನಮ್ಮ ಬಿಜೆಪಿ ಯುವ ಮೋರ್ಚಾ ಪದಾಧಿಕಾರಿಗಳು ಬಿ.ವೈ. ವಿಜಯೇಂದ್ರರವರ ಹುಟ್ಟುಹಬ್ಬದ ಪ್ರಯುಕ್ತ ನಗರದ ಜಿಲ್ಲಾಸ್ಪತ್ರೆಯ ರೋಗಿಗಳಿಗೆ ಹಣ್ಣು ಹಂಪಲು ಹಾಗೂ ಬ್ರೆಡ್ ವಿತರಿಸಿದರು. ಈ ಸಂದರ್ಭದಲ್ಲಿ ಬಿಜೆಪಿ ಮುಖಂಡರಾದ ಜಿ.ಬಿ. ಕೃಷ್ಣಪ್ಪ, ಬಿಜೆಪಿ ಯುವ ಮೋರ್ಚಾ ಜಿಲ್ಲಾಧ್ಯಕ್ಷ ಹನುಮಂತರಾಜು, ಮುಖಂಡರಾದ ಶಂಕರ್, ಚಂದ್ರಶೇಖರ್, ಶ್ರೀಧರ್, ಪ್ರತಾಪ್, ಮಹಿಳಾ ಮೋರ್ಚಾ ಅಧ್ಯಕ್ಷರು ಸೇರಿದಂತೆ ಹಲವು ಮುಖಂಡರು, ಕಾರ್ಯಕರ್ತರು ಉಪಸ್ಥಿತರಿದ್ದರು. <box>612 879 779 1077</box>
header-rule <box>49 59 1528 61</box>
sslc-meeting-photo <box>267 121 779 311</box>
nikhil-headline: ಕಾಂಗ್ರೆಸ್ ಸರ್ಕಾರದಲ್ಲಿ ಕುರ್ಚಿಗಾಗಿ ಕಿತ್ತಾಟ: ನಿಖಿಲ್ ಟೀಕೆ <box>933 1667 1390 1697</box>
anganwadi-headline-2: ಸ್ವಂತ ಕಟ್ಟಡ ಪ್ರಸ್ತಾವನೆ <box>1040 820 1283 859</box>
kannada-intro: ತುಮಕೂರು, ನ. 6- ಕನ್ನಡ ನೆಲ, ಜಲ, ನಾಡು, ಭಾಷೆ ಉಳಿವಿಗಾಗಿ ಪ್ರತಿಯೊಬ್ಬರೂ ಕಂಕಣಬದ್ಧರಾಗಬೇಕು ಎಂದು ಶಾಸಕ ಜಿ.ಬಿ. ಜ್ಯೋತಿಗಣೇಶ್ ಕರೆ ನೀಡಿದರು. ನಗರದ ಎಸ್.ಎಸ್.ಪುರಂ ಮುಖ್ಯರಸ್ತೆಯಲ್ಲಿರುವ ಶ್ರೀ ಗಣೇಶ ದೇವಸ್ಥಾನದ ಆವರಣದಲ್ಲಿ ಕನ್ನಡ ರಾಜ್ಯೋತ್ಸವದ ಅಂಗವಾಗಿ ಹಮ್ಮಿಕೊಂಡಿದ್ದ ಸಮಾರಂಭದಲ್ಲಿ ಭಾಗವಹಿಸಿ ಮಾತನಾಡಿದರು. <box>988 181 1143 346</box>
